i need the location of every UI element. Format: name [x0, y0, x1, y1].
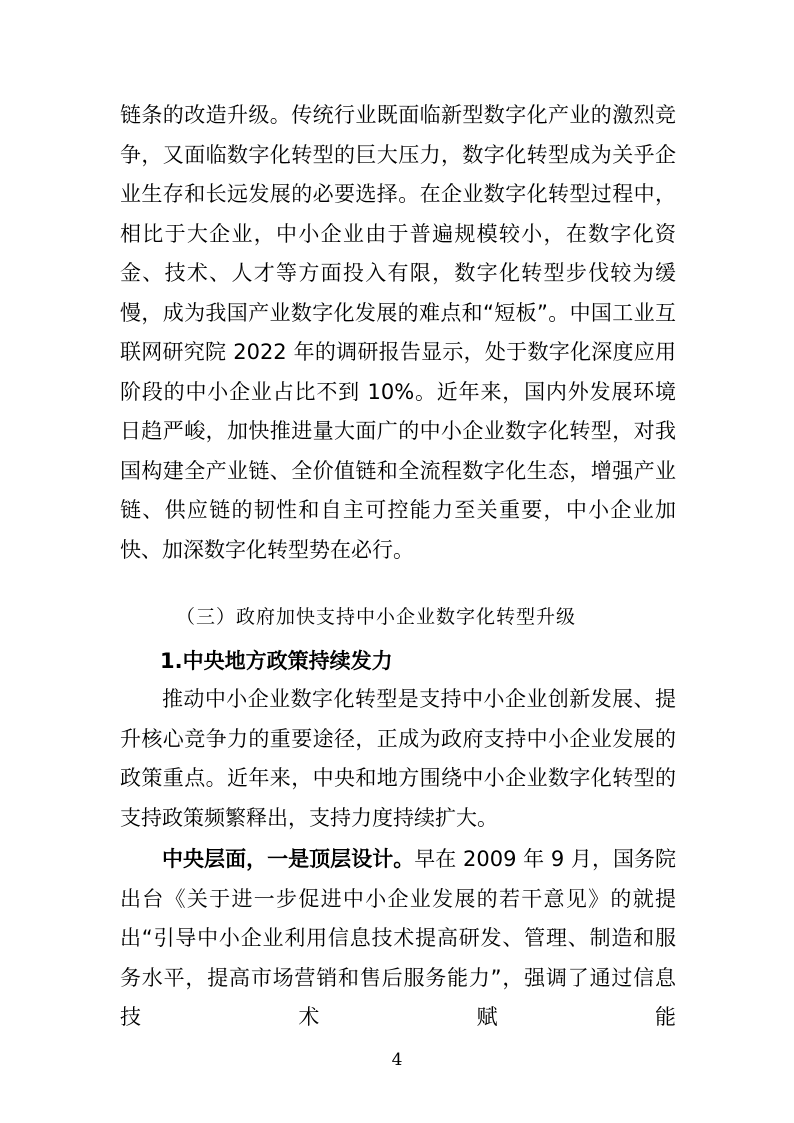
body-paragraph-2: 推动中小企业数字化转型是支持中小企业创新发展、提升核心竞争力的重要途径，正成为政府支持中小企业发展的政策重点。近年来，中央和地方围绕中小企业数字化转型的支持政策频繁释出，支持力度持续扩大。 — [120, 687, 676, 830]
paragraph-3-text: 早在 2009 年 9 月，国务院出台《关于进一步促进中小企业发展的若干意见》的就提出“引导中小企业利用信息技术提高研发、管理、制造和服务水平，提高市场营销和售后服务能力”，强调了通过信息技术赋能 — [120, 847, 677, 1029]
section-heading: 1.中央地方政策持续发力 — [160, 649, 393, 673]
page-number: 4 — [391, 1050, 403, 1070]
body-paragraph-1: 链条的改造升级。传统行业既面临新型数字化产业的激烈竞争，又面临数字化转型的巨大压力，数字化转型成为关乎企业生存和长远发展的必要选择。在企业数字化转型过程中，相比于大企业，中小企业由于普遍规模较小，在数字化资金、技术、人才等方面投入有限，数字化转型步伐较为缓慢，成为我国产业数字化发展的难点和“短板”。中国工业互联网研究院 2022 年的调研报告显示，处于数字化深度应用阶段的中小企业占比不到 10%。近年来，国内外发展环境日趋严峻，加快推进量大面广的中小企业数字化转型，对我国构建全产业链、全价值链和全流程数字化生态，增强产业链、供应链的韧性和自主可控能力至关重要，中小企业加快、加深数字化转型势在必行。 — [120, 103, 676, 562]
section-subheading: （三）政府加快支持中小企业数字化转型升级 — [176, 606, 577, 628]
body-paragraph-3 — [120, 840, 676, 1038]
paragraph-3-lead-bold: 中央层面，一是顶层设计。 — [162, 847, 415, 871]
